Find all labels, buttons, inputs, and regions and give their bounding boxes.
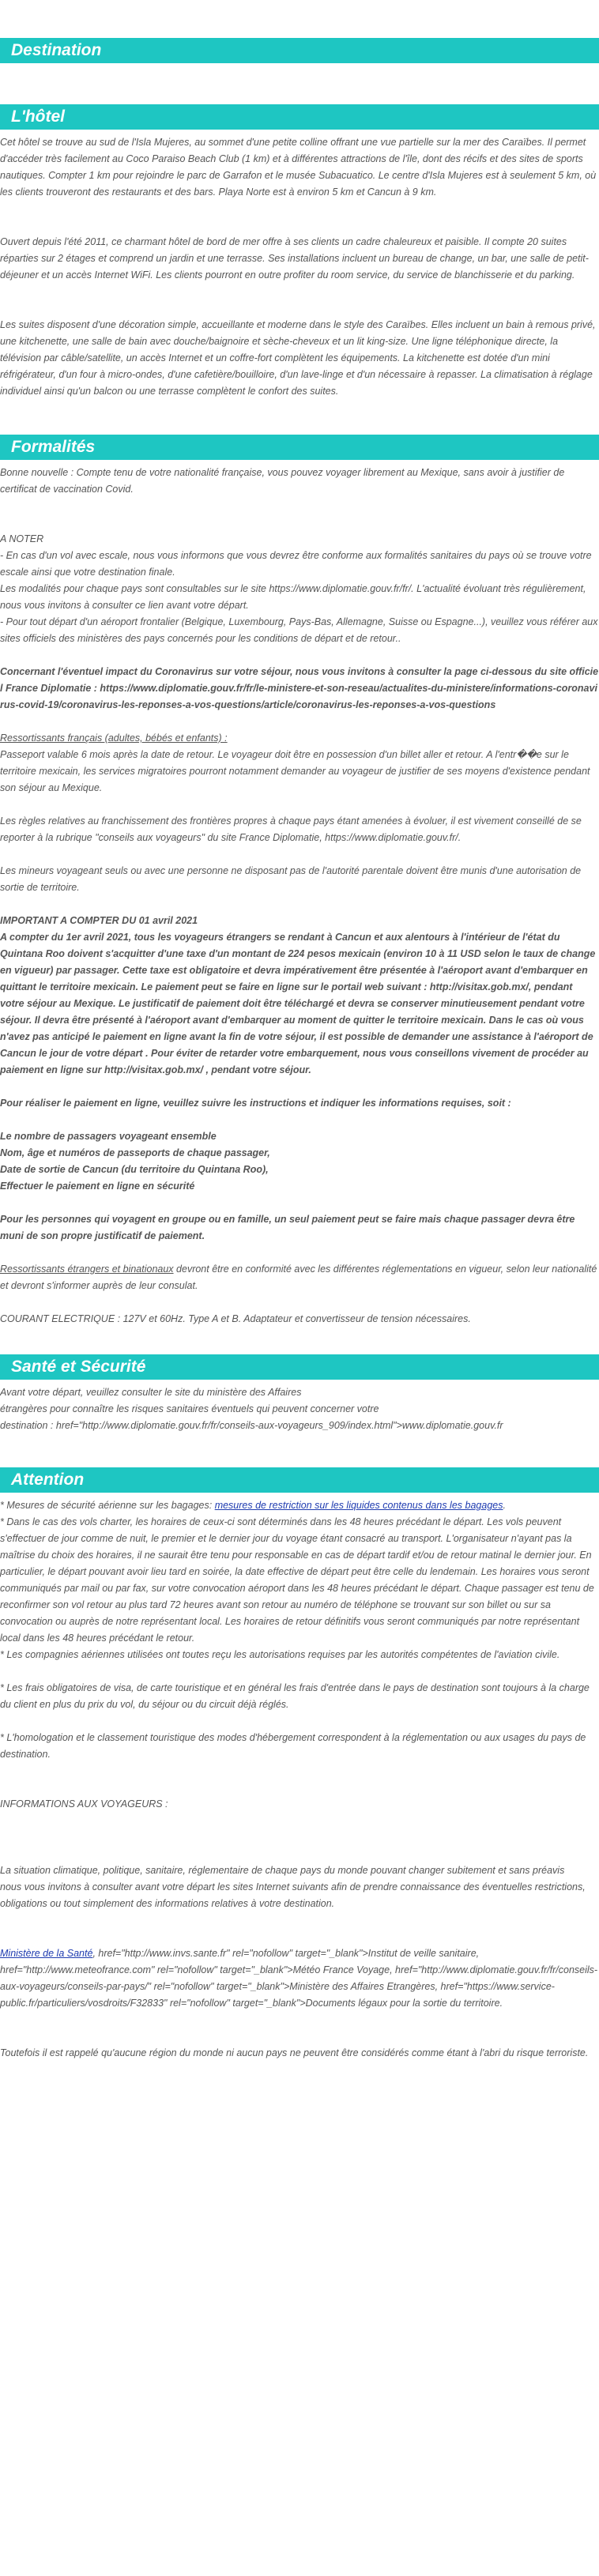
mineurs-notice: Les mineurs voyageant seuls ou avec une personne ne disposant pas de l'autorité parentale doivent être munis d'une autorisation de sortie de territoire. <box>0 865 582 893</box>
bagages-notice <box>0 1497 599 1514</box>
courant-electrique: COURANT ELECTRIQUE : 127V et 60Hz. Type A et B. Adaptateur et convertisseur de tension nécessaires. <box>0 1313 471 1324</box>
hotel-body <box>0 130 599 400</box>
formalites-body <box>0 460 599 1328</box>
note-line-3: - Pour tout départ d'un aéroport frontalier (Belgique, Luxembourg, Pays-Bas, Allemagne, Suisse ou Espagne...), veuillez vous référer aux sites officiels des ministères des pays concernés pour les conditions de départ et de retour.. <box>0 616 598 644</box>
frais-notice: * Les frais obligatoires de visa, de carte touristique et en général les frais d'entrée dans le pays de destination sont toujours à la charge du client en plus du prix du vol, du séjour ou du circuit déjà réglés. <box>0 1682 590 1710</box>
hotel-paragraph-3: Les suites disposent d'une décoration simple, accueillante et moderne dans le style des Caraïbes. Elles incluent un bain à remous privé, une kitchenette, une salle de bain avec douche/baignoire et sèche-cheveux et un lit king-size. Une ligne téléphonique directe, la télévision par câble/satellite, un accès Internet et un coffre-fort complètent les équipements. La kitchenette est dotée d'un mini réfrigérateur, d'un four à micro-ondes, d'une cafetière/bouilloire, d'un lave-linge et d'un nécessaire à repasser. La climatisation à réglage individuel ainsi qu'un balcon ou une terrasse complètent le confort des suites. <box>0 319 596 397</box>
sante-body <box>0 1380 599 1434</box>
infos-voyageurs-title: INFORMATIONS AUX VOYAGEURS : <box>0 1798 168 1810</box>
ministere-sante-link[interactable]: Ministère de la Santé <box>0 1948 93 1959</box>
section-destination <box>0 0 599 63</box>
hotel-paragraph-2: Ouvert depuis l'été 2011, ce charmant hôtel de bord de mer offre à ses clients un cadre chaleureux et paisible. Il compte 20 suites réparties sur 2 étages et comprend un jardin et une terrasse. Ses installations incluent un bureau de change, un bar, une salle de petit-déjeuner et un accès Internet WiFi. Les clients pourront en outre profiter du room service, du service de blanchisserie et du parking. <box>0 236 589 281</box>
sante-line-1: Avant votre départ, veuillez consulter le site du ministère des Affaires <box>0 1387 302 1398</box>
sante-line-3: destination : href="http://www.diplomatie.gouv.fr/fr/conseils-aux-voyageurs_909/index.html">www.diplomatie.gouv.fr <box>0 1420 503 1431</box>
note-title: A NOTER <box>0 533 44 544</box>
section-hotel <box>0 63 599 400</box>
requirement-item: Nom, âge et numéros de passeports de chaque passager, <box>0 1147 270 1158</box>
paiement-intro: Pour réaliser le paiement en ligne, veuillez suivre les instructions et indiquer les informations requises, soit : <box>0 1098 511 1109</box>
etrangers-notice <box>0 1261 599 1294</box>
famille-notice: Pour les personnes qui voyagent en groupe ou en famille, un seul paiement peut se faire mais chaque passager devra être muni de son propre justificatif de paiement. <box>0 1214 575 1241</box>
bagages-prefix: * Mesures de sécurité aérienne sur les bagages: <box>0 1500 215 1511</box>
note-line-1: - En cas d'un vol avec escale, nous vous informons que vous devrez être conforme aux formalités sanitaires du pays où se trouve votre escale ainsi que votre destination finale. <box>0 550 592 578</box>
terrorisme-notice: Toutefois il est rappelé qu'aucune région du monde ni aucun pays ne peuvent être considérés comme étant à l'abri du risque terroriste. <box>0 2047 589 2058</box>
note-line-2: Les modalités pour chaque pays sont consultables sur le site https://www.diplomatie.gouv.fr/fr/. L'actualité évoluant très régulièrement, nous vous invitons à consulter ce lien avant votre départ. <box>0 583 586 611</box>
formalites-intro: Bonne nouvelle : Compte tenu de votre nationalité française, vous pouvez voyager librement au Mexique, sans avoir à justifier de certificat de vaccination Covid. <box>0 467 565 495</box>
section-sante <box>0 1328 599 1434</box>
section-title-formalites: Formalités <box>0 435 599 460</box>
liens-utiles-text: , href="http://www.invs.sante.fr" rel="nofollow" target="_blank">Institut de veille sanitaire, href="http://www.meteofrance.com" rel="nofollow" target="_blank">Météo France Voyage, href="http://www.diplomatie.gouv.fr/fr/conseils-aux-voyageurs/conseils-par-pays/" rel="nofollow" target="_blank">Ministère des Affaires Etrangères, href="https://www.service-public.fr/particuliers/vosdroits/F32833" rel="nofollow" target="_blank">Documents légaux pour la sortie du territoire. <box>0 1948 598 2009</box>
important-text: A compter du 1er avril 2021, tous les voyageurs étrangers se rendant à Cancun et aux alentours à l'intérieur de l'état du Quintana Roo doivent s'acquitter d'une taxe d'un montant de 224 pesos mexicain (environ 10 à 11 USD selon le taux de change en vigueur) par passager. Cette taxe est obligatoire et devra impérativement être présentée à l'aéroport avant d'embarquer en quittant le territoire mexicain. Le paiement peut se faire en ligne sur le portail web suivant : http://visitax.gob.mx/, pendant votre séjour au Mexique. Le justificatif de paiement doit être téléchargé et devra se conserver minutieusement pendant votre séjour. Il devra être présenté à l'aéroport avant d'embarquer au moment de quitter le territoire mexicain. Dans le cas où vous n'avez pas anticipé le paiement en ligne avant la fin de votre séjour, il est possible de demander une assistance à l'aéroport de Cancun le jour de votre départ . Pour éviter de retarder votre embarquement, nous vous conseillons vivement de procéder au paiement en ligne sur http://visitax.gob.mx/ , pendant votre séjour. <box>0 932 596 1075</box>
regles-frontieres: Les règles relatives au franchissement des frontières propres à chaque pays étant amenées à évoluer, il est vivement conseillé de se reporter à la rubrique "conseils aux voyageurs" du site France Diplomatie, https://www.diplomatie.gouv.fr/. <box>0 815 582 843</box>
etrangers-heading: Ressortissants étrangers et binationaux <box>0 1264 174 1275</box>
homologation-notice: * L'homologation et le classement touristique des modes d'hébergement correspondent à la réglementation ou aux usages du pays de destination. <box>0 1732 586 1760</box>
section-title-attention: Attention <box>0 1467 599 1493</box>
ressortissants-francais-heading: Ressortissants français (adultes, bébés et enfants) : <box>0 733 228 744</box>
bagages-suffix: . <box>503 1500 506 1511</box>
attention-body <box>0 1493 599 2062</box>
etrangers-text: devront être en conformité avec les différentes réglementations en vigueur, selon leur nationalité et devront s'informer auprès de leur consulat. <box>0 1264 597 1291</box>
charter-notice: * Dans le cas des vols charter, les horaires de ceux-ci sont déterminés dans les 48 heures précédant le départ. Les vols peuvent s'effectuer de jour comme de nuit, le premier et le dernier jour du voyage étant consacré au transport. L'organisateur n'ayant pas la maîtrise du choix des horaires, il ne saurait être tenu pour responsable en cas de départ tardif et/ou de retour matinal le dernier jour. En particulier, le départ pouvant avoir lieu tard en soirée, la date effective de départ peut être celle du lendemain. Les horaires vous seront communiqués par mail ou par fax, sur votre convocation aéroport dans les 48 heures précédant le départ. Chaque passager est tenu de reconfirmer son vol retour au plus tard 72 heures avant son retour au numéro de téléphone se trouvant sur son billet ou sur sa convocation ou auprès de notre représentant local. Les horaires de retour définitifs vous seront communiqués par notre représentant local dans les 48 heures précédant le retour. <box>0 1516 594 1644</box>
compagnies-notice: * Les compagnies aériennes utilisées ont toutes reçu les autorisations requises par les autorités compétentes de l'aviation civile. <box>0 1649 560 1660</box>
requirement-item: Le nombre de passagers voyageant ensemble <box>0 1131 217 1142</box>
situation-line-2: nous vous invitons à consulter avant votre départ les sites Internet suivants afin de prendre connaissance des éventuelles restrictions, obligations ou tout simplement des informations relatives à votre destination. <box>0 1881 586 1909</box>
section-attention <box>0 1434 599 2062</box>
ressortissants-francais-text: Passeport valable 6 mois après la date de retour. Le voyageur doit être en possession d'un billet aller et retour. A l'entr��e sur le territoire mexicain, les services migratoires pourront notamment demander au voyageur de justifier de ses moyens d'existence pendant son séjour au Mexique. <box>0 749 590 793</box>
hotel-paragraph-1: Cet hôtel se trouve au sud de l'Isla Mujeres, au sommet d'une petite colline offrant une vue partielle sur la mer des Caraïbes. Il permet d'accéder très facilement au Coco Paraiso Beach Club (1 km) et à différentes attractions de l'île, dont des récifs et des sites de sports nautiques. Compter 1 km pour rejoindre le parc de Garrafon et le musée Subacuatico. Le centre d'Isla Mujeres est à seulement 5 km, où les clients trouveront des restaurants et des bars. Playa Norte est à environ 5 km et Cancun à 9 km. <box>0 137 597 198</box>
bagages-restriction-link[interactable]: mesures de restriction sur les liquides contenus dans les bagages <box>214 1500 503 1511</box>
section-title-destination: Destination <box>0 38 599 63</box>
section-formalites <box>0 400 599 1328</box>
requirement-item: Effectuer le paiement en ligne en sécurité <box>0 1181 195 1192</box>
liens-utiles <box>0 1945 599 2012</box>
sante-line-2: étrangères pour connaître les risques sanitaires éventuels qui peuvent concerner votre <box>0 1403 379 1414</box>
section-title-sante: Santé et Sécurité <box>0 1354 599 1380</box>
situation-line-1: La situation climatique, politique, sanitaire, réglementaire de chaque pays du monde pouvant changer subitement et sans préavis <box>0 1865 565 1876</box>
section-title-hotel: L'hôtel <box>0 104 599 130</box>
covid-notice: Concernant l'éventuel impact du Coronavirus sur votre séjour, nous vous invitons à consulter la page ci-dessous du site officiel France Diplomatie : https://www.diplomatie.gouv.fr/fr/le-ministere-et-son-reseau/actualites-du-ministere/informations-coronavirus-covid-19/coronavirus-les-reponses-a-vos-questions/article/coronavirus-les-reponses-a-vos-questions <box>0 666 599 710</box>
important-title: IMPORTANT A COMPTER DU 01 avril 2021 <box>0 915 198 926</box>
requirement-item: Date de sortie de Cancun (du territoire du Quintana Roo), <box>0 1164 269 1175</box>
